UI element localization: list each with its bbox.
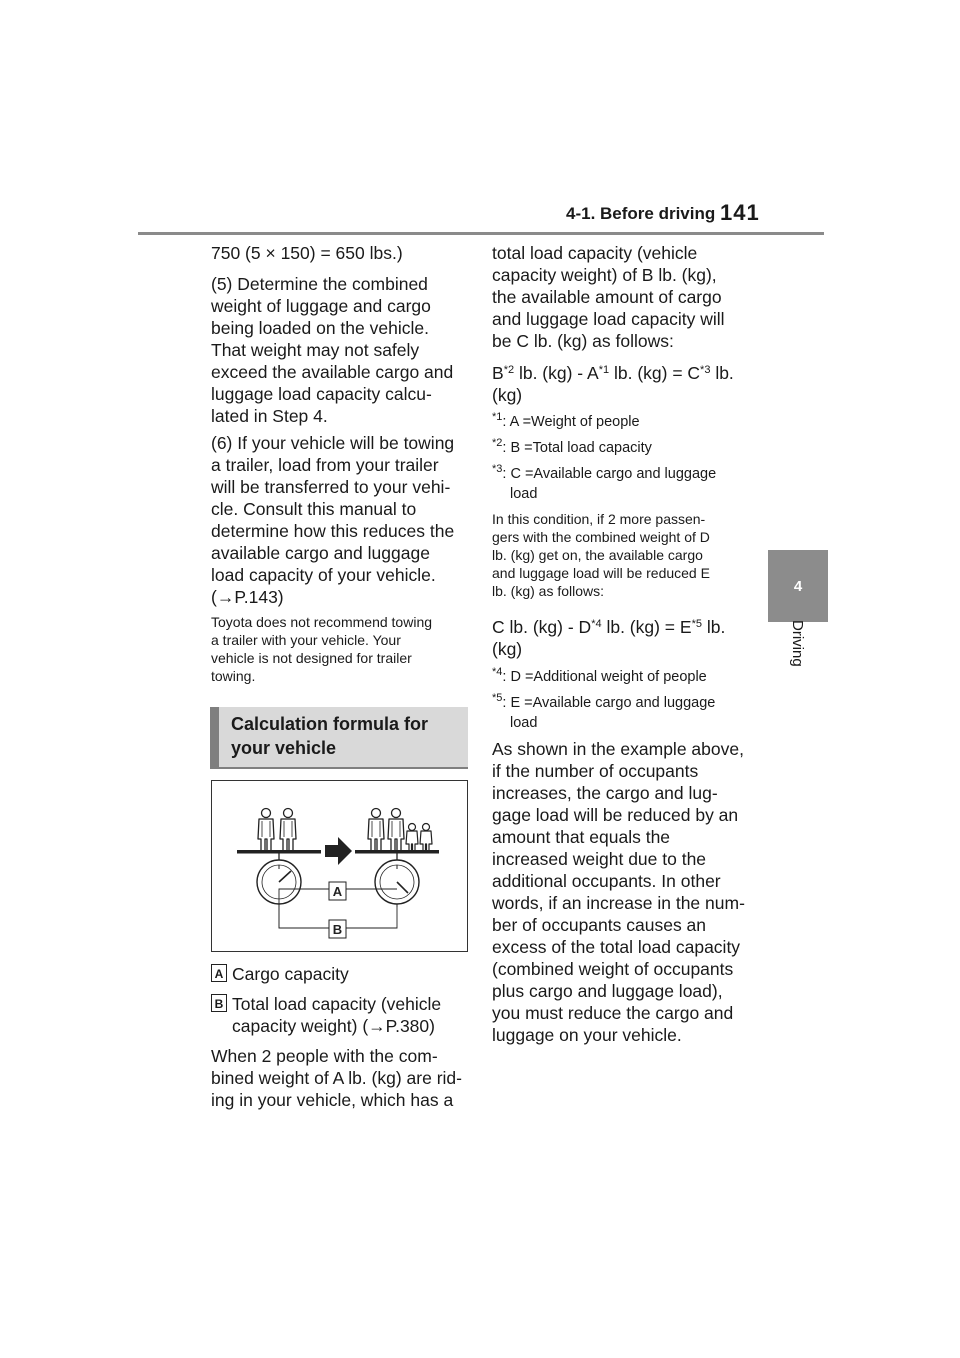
text-line: As shown in the example above, [492, 739, 744, 759]
text-line: (combined weight of occupants [492, 959, 734, 979]
text-line: towing. [211, 668, 256, 684]
legend-text-a: Cargo capacity [232, 964, 349, 984]
section-title: 4-1. Before driving [566, 204, 716, 223]
formula-part: (kg) [492, 385, 523, 405]
text-line: plus cargo and luggage load), [492, 981, 723, 1001]
text-line: load capacity of your vehicle. [211, 565, 436, 585]
chapter-label [780, 620, 820, 680]
calc-line-750: 750 (5 × 150) = 650 lbs.) [211, 243, 403, 263]
text-line: lated in Step 4. [211, 406, 328, 426]
text-line: if the number of occupants [492, 761, 699, 781]
calc-heading [210, 707, 468, 767]
text-line: you must reduce the cargo and [492, 1003, 734, 1023]
legend-key-b: B [211, 994, 227, 1012]
text-line: weight of luggage and cargo [211, 296, 431, 316]
child-icon [420, 824, 432, 852]
footnote-text: : E =Available cargo and luggage [502, 695, 716, 711]
person-icon [258, 809, 274, 852]
text-line: lb. (kg) as follows: [492, 583, 605, 599]
legend-key-a: A [211, 964, 227, 982]
person-icon [368, 809, 384, 852]
formula-part: lb. (kg) = C [609, 363, 701, 383]
formula-part: lb. (kg) = E [601, 617, 692, 637]
formula-part: lb. [710, 363, 734, 383]
text-line: (6) If your vehicle will be towing [211, 433, 455, 453]
child-icon [406, 824, 418, 852]
footnote-mark: *4 [492, 666, 503, 678]
text-line: words, if an increase in the num- [492, 893, 745, 913]
text-line: exceed the available cargo and [211, 362, 454, 382]
page-reference-link[interactable]: capacity weight) (→P.380) [232, 1016, 435, 1036]
text-line: and luggage load will be reduced E [492, 565, 710, 581]
footnote-text: : B =Total load capacity [502, 440, 652, 456]
formula-part: (kg) [492, 639, 523, 659]
text-line: luggage on your vehicle. [492, 1025, 682, 1045]
text-line: a trailer, load from your trailer [211, 455, 439, 475]
text-line: the available amount of cargo [492, 287, 722, 307]
footnote-mark: *5 [691, 618, 702, 630]
formula-part: C lb. (kg) - D [492, 617, 592, 637]
text-line: and luggage load capacity will [492, 309, 725, 329]
footnote-mark: *2 [492, 437, 503, 449]
text-line: increases, the cargo and lug- [492, 783, 718, 803]
text-line: increased weight due to the [492, 849, 707, 869]
text-line: In this condition, if 2 more passen- [492, 511, 706, 527]
scale-platform-right [355, 850, 439, 854]
footnote-text: load [510, 486, 538, 502]
text-line: a trailer with your vehicle. Your [211, 632, 401, 648]
heading-underline [210, 767, 468, 769]
person-icon [388, 809, 404, 852]
text-line: When 2 people with the com- [211, 1046, 438, 1066]
text-line: ber of occupants causes an [492, 915, 707, 935]
scale-platform-left [237, 850, 321, 854]
page-reference-link[interactable]: (→P.143) [211, 587, 284, 607]
text-line: additional occupants. In other [492, 871, 721, 891]
text-line: cle. Consult this manual to [211, 499, 417, 519]
footnote-mark: *2 [503, 364, 515, 376]
text-line: gage load will be reduced by an [492, 805, 739, 825]
text-line: excess of the total load capacity [492, 937, 741, 957]
footnote-text: load [510, 715, 538, 731]
text-line: vehicle is not designed for trailer [211, 650, 412, 666]
text-line: will be transferred to your vehi- [211, 477, 451, 497]
heading-line: Calculation formula for [231, 714, 429, 734]
figure-label-b: B [332, 922, 343, 937]
page-number: 141 [720, 200, 760, 225]
person-icon [280, 809, 296, 852]
formula-part: lb. [701, 617, 726, 637]
text-line: ing in your vehicle, which has a [211, 1090, 454, 1110]
footnote-mark: *5 [492, 692, 503, 704]
text-line: available cargo and luggage [211, 543, 430, 563]
text-line: be C lb. (kg) as follows: [492, 331, 674, 351]
text-line: bined weight of A lb. (kg) are rid- [211, 1068, 462, 1088]
chapter-number: 4 [793, 577, 803, 595]
illustration-svg [212, 781, 467, 951]
footnote-text: : C =Available cargo and luggage [502, 466, 717, 482]
text-line: gers with the combined weight of D [492, 529, 710, 545]
footnote-text: : D =Additional weight of people [502, 669, 707, 685]
header-divider [138, 232, 824, 235]
formula-part: lb. (kg) - A [514, 363, 599, 383]
footnote-mark: *4 [591, 618, 602, 630]
text-line: being loaded on the vehicle. [211, 318, 429, 338]
footnote-mark: *1 [492, 411, 503, 423]
figure-label-a: A [332, 884, 343, 899]
chapter-tab [768, 550, 828, 622]
text-line: determine how this reduces the [211, 521, 455, 541]
heading-line: your vehicle [231, 738, 337, 758]
chapter-label-text: Driving [789, 620, 806, 667]
text-line: That weight may not safely [211, 340, 420, 360]
text-line: lb. (kg) get on, the available cargo [492, 547, 703, 563]
text-line: total load capacity (vehicle [492, 243, 698, 263]
text-line: Toyota does not recommend towing [211, 614, 433, 630]
footnote-mark: *1 [598, 364, 610, 376]
formula-part: B [492, 363, 504, 383]
footnote-mark: *3 [700, 364, 711, 376]
scale-gauge-right [375, 860, 419, 907]
load-capacity-illustration [211, 780, 468, 952]
text-line: capacity weight) of B lb. (kg), [492, 265, 717, 285]
footnote-text: : A =Weight of people [502, 414, 640, 430]
text-line: luggage load capacity calcu- [211, 384, 432, 404]
arrow-right-icon [325, 837, 352, 865]
text-line: (5) Determine the combined [211, 274, 428, 294]
legend-text-b: Total load capacity (vehicle [232, 994, 442, 1014]
text-line: amount that equals the [492, 827, 671, 847]
footnote-mark: *3 [492, 463, 503, 475]
